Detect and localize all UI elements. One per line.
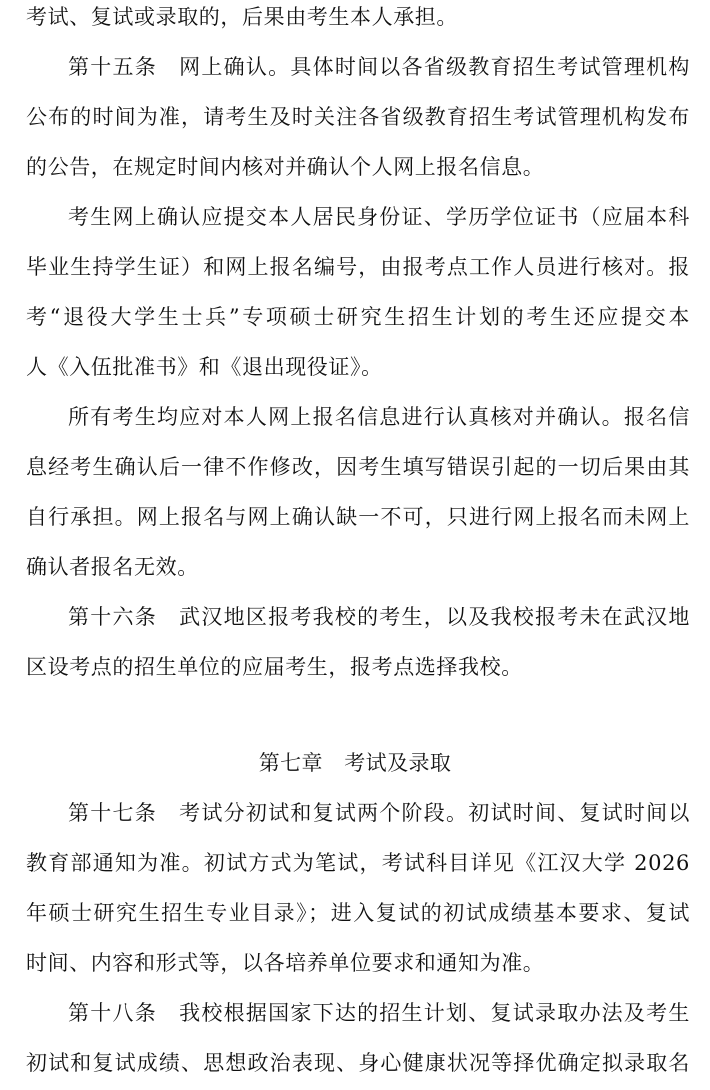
- chapter-heading: 第七章 考试及录取: [258, 751, 452, 775]
- online-confirmation-line-3: 考“退役大学生士兵”专项硕士研究生招生计划的考生还应提交本: [26, 305, 690, 329]
- online-confirmation-line-2: 毕业生持学生证）和网上报名编号，由报考点工作人员进行核对。报: [26, 255, 690, 279]
- paragraph-fragment-line: 考试、复试或录取的，后果由考生本人承担。: [26, 5, 458, 29]
- online-confirmation-line-4: 人《入伍批准书》和《退出现役证》。: [26, 355, 383, 379]
- article-18-line-1: 第十八条 我校根据国家下达的招生计划、复试录取办法及考生: [68, 1001, 690, 1025]
- article-17-line-1: 第十七条 考试分初试和复试两个阶段。初试时间、复试时间以: [68, 801, 690, 825]
- confirmation-notice-line-3: 自行承担。网上报名与网上确认缺一不可，只进行网上报名而未网上: [26, 505, 690, 529]
- confirmation-notice-line-1: 所有考生均应对本人网上报名信息进行认真核对并确认。报名信: [68, 405, 690, 429]
- confirmation-notice-line-2: 息经考生确认后一律不作修改，因考生填写错误引起的一切后果由其: [26, 455, 690, 479]
- article-17-line-2: 教育部通知为准。初试方式为笔试，考试科目详见《江汉大学 2026: [26, 851, 690, 875]
- article-15-line-2: 公布的时间为准，请考生及时关注各省级教育招生考试管理机构发布: [26, 105, 690, 129]
- article-16-line-2: 区设考点的招生单位的应届考生，报考点选择我校。: [26, 655, 523, 679]
- article-17-line-4: 时间、内容和形式等，以各培养单位要求和通知为准。: [26, 951, 545, 975]
- article-15-line-1: 第十五条 网上确认。具体时间以各省级教育招生考试管理机构: [68, 55, 690, 79]
- article-18-line-2: 初试和复试成绩、思想政治表现、身心健康状况等择优确定拟录取名: [26, 1051, 690, 1075]
- online-confirmation-line-1: 考生网上确认应提交本人居民身份证、学历学位证书（应届本科: [68, 205, 690, 229]
- confirmation-notice-line-4: 确认者报名无效。: [26, 555, 199, 579]
- article-15-line-3: 的公告，在规定时间内核对并确认个人网上报名信息。: [26, 155, 545, 179]
- article-16-line-1: 第十六条 武汉地区报考我校的考生，以及我校报考未在武汉地: [68, 605, 690, 629]
- article-17-line-3: 年硕士研究生招生专业目录》；进入复试的初试成绩基本要求、复试: [26, 901, 690, 925]
